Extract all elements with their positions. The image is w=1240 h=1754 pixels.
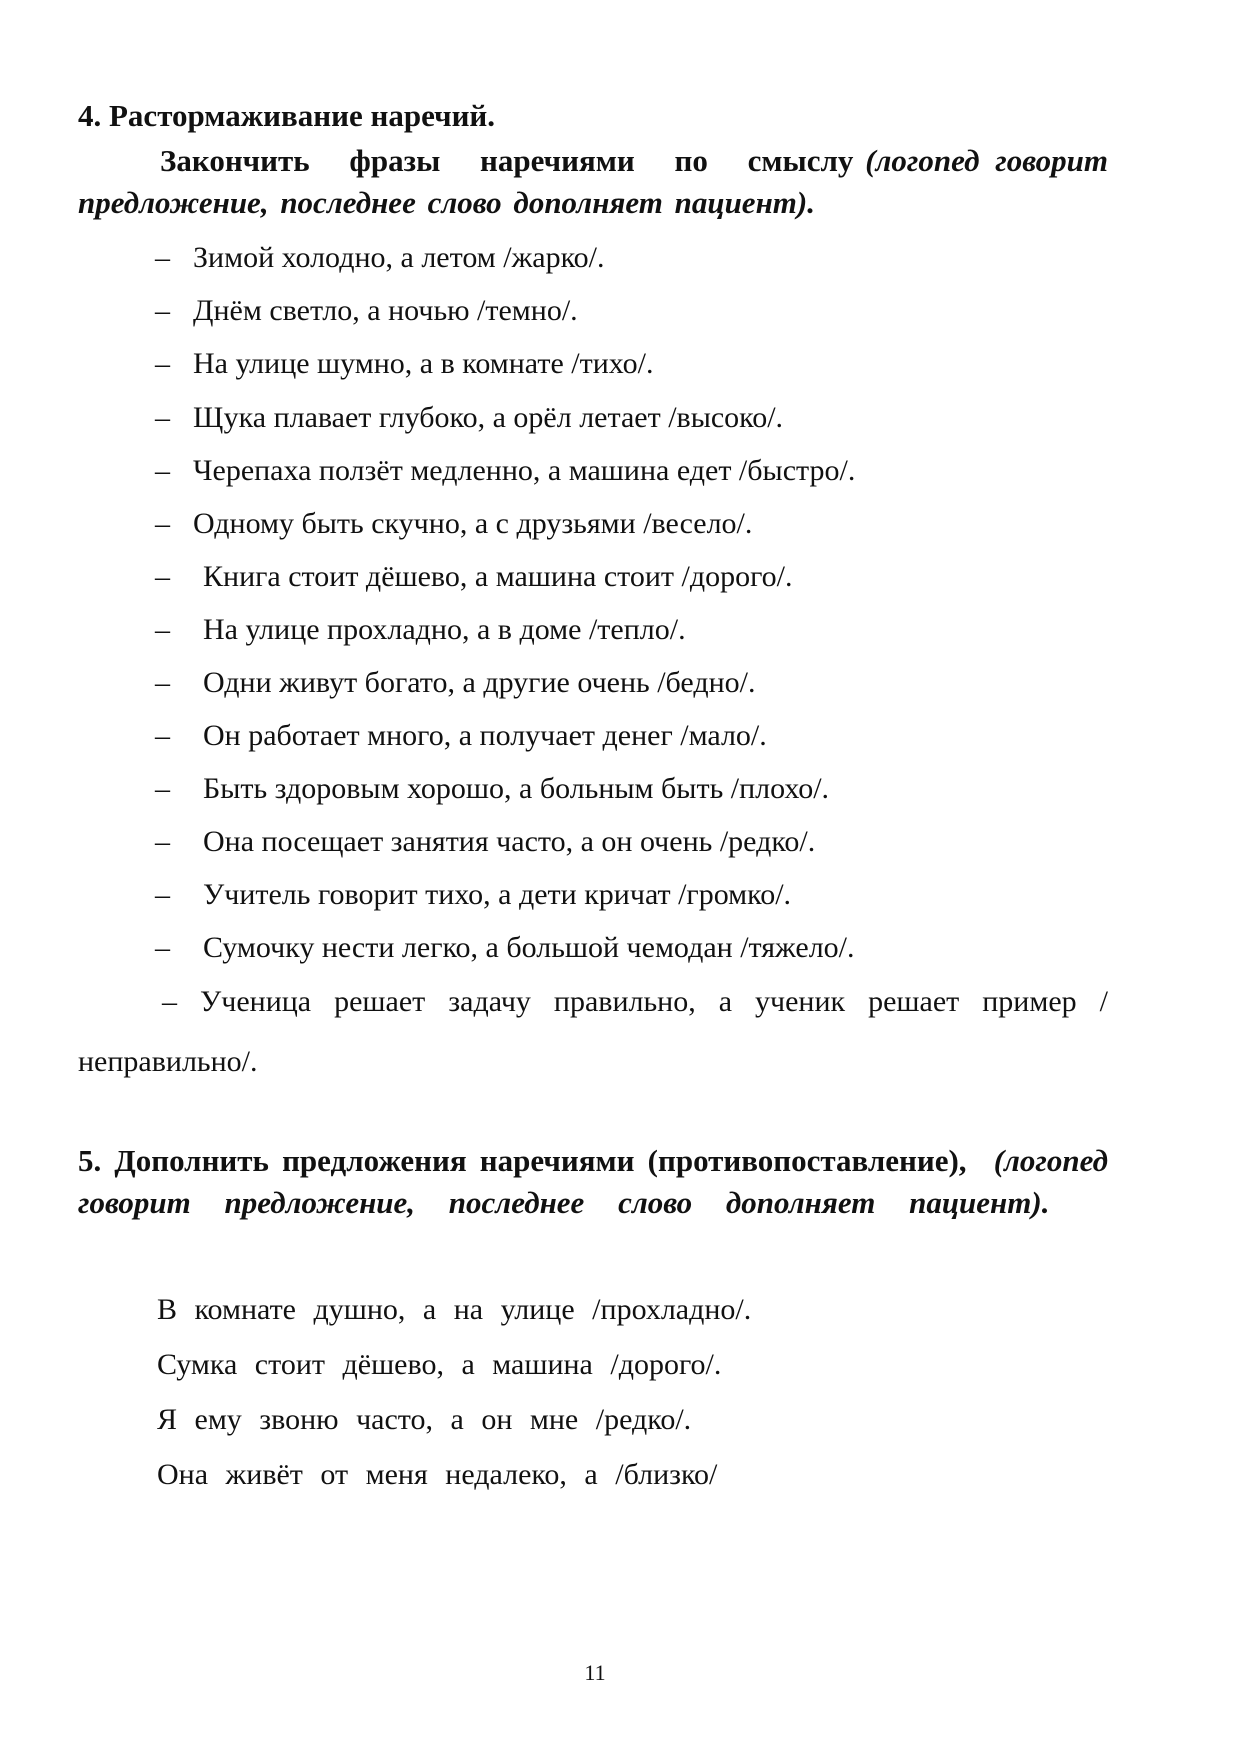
list-item [155,716,767,756]
list-item-text: Быть здоровым хорошо, а больным быть /плохо/. [203,772,830,805]
dash-marker: – [155,825,170,858]
list-item-text: Зимой холодно, а летом /жарко/. [193,241,605,274]
list-item-text: На улице шумно, а в комнате /тихо/. [193,347,654,380]
list-item-text: Черепаха ползёт медленно, а машина едет /быстро/. [193,454,856,487]
sentence: Она живёт от меня недалеко, а /близко/ [157,1458,718,1491]
list-item [155,398,783,438]
list-item [155,822,815,862]
dash-marker: – [155,560,170,593]
section-5-instruction-italic: (логопед говорит предложение, последнее слово дополняет пациент). [78,1143,1108,1220]
dash-marker: – [155,719,170,752]
section-4-instruction-bold: Закончить фразы наречиями по смыслу [160,143,854,178]
list-item [155,610,686,650]
dash-marker: – [155,507,170,540]
dash-marker: – [155,772,170,805]
list-item [155,769,829,809]
dash-marker: – [155,241,170,274]
sentence: В комнате душно, а на улице /прохладно/. [157,1293,752,1326]
list-item-text: Одни живут богато, а другие очень /бедно/. [203,666,756,699]
list-item-text: Книга стоит дёшево, а машина стоит /дорого/. [203,560,793,593]
dash-marker: – [155,613,170,646]
list-item-text: Щука плавает глубоко, а орёл летает /высоко/. [193,401,784,434]
sentence: Я ему звоню часто, а он мне /редко/. [157,1403,692,1436]
dash-marker: – [155,878,170,911]
list-item-wrapped: – Ученица решает задачу правильно, а ученик решает пример /неправильно/. [78,985,1108,1078]
sentence: Сумка стоит дёшево, а машина /дорого/. [157,1348,722,1381]
section-4-instruction [78,140,1108,224]
list-item [155,663,756,703]
dash-marker: – [155,294,170,327]
list-item [155,238,605,278]
list-item [155,344,653,384]
dash-marker: – [155,454,170,487]
list-item [155,557,793,597]
page-number: 11 [584,1660,606,1685]
dash-marker: – [155,347,170,380]
dash-marker: – [155,931,170,964]
list-item-text: Днём светло, а ночью /темно/. [193,294,578,327]
list-item-text: Сумочку нести легко, а большой чемодан /тяжело/. [203,931,855,964]
dash-marker: – [155,666,170,699]
list-item-text: Одному быть скучно, а с друзьями /весело/. [193,507,753,540]
list-item [155,504,752,544]
list-item [155,928,855,968]
list-item-text: Учитель говорит тихо, а дети кричат /громко/. [203,878,792,911]
list-item [155,875,791,915]
section-4-title: 4. Растормаживание наречий. [78,98,496,133]
section-4-instruction-italic: (логопед говорит предложение, последнее слово дополняет пациент). [78,143,1109,220]
list-item [155,291,578,331]
list-item [155,451,855,491]
dash-marker: – [155,401,170,434]
list-item-text: Он работает много, а получает денег /мало/. [203,719,767,752]
list-item-text: На улице прохладно, а в доме /тепло/. [203,613,686,646]
list-item-text: Она посещает занятия часто, а он очень /редко/. [203,825,816,858]
section-5-title: 5. Дополнить предложения наречиями (противопоставление), [78,1143,967,1178]
section-5-heading [78,1140,1108,1224]
